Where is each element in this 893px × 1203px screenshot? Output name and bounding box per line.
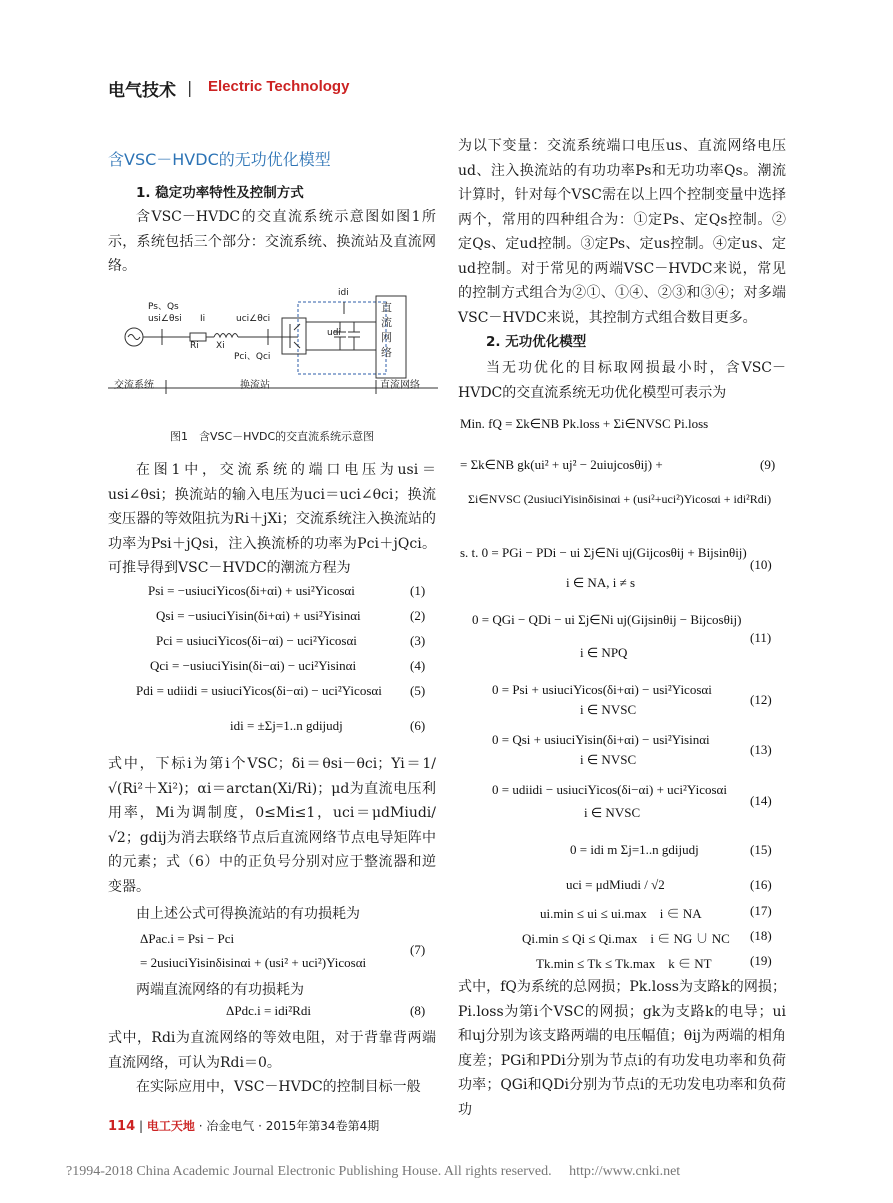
equation-8-number: (8): [410, 1003, 426, 1018]
label-idi: idi: [338, 288, 349, 298]
paragraph-control-target: 在实际应用中，VSC－HVDC的控制目标一般: [136, 1079, 421, 1095]
label-usi: usi∠θsi: [148, 314, 182, 324]
equation-19-number: (19): [750, 953, 772, 968]
equation-9-line-1: Min. fQ = Σk∈NB Pk.loss + Σi∈NVSC Pi.loss: [460, 416, 709, 431]
equation-17-number: (17): [750, 903, 772, 918]
paragraph-where: 式中，下标i为第i个VSC；δi＝θsi－θci；Yi＝1/√(Ri²＋Xi²)；αi＝arctan(Xi/Ri)；μd为直流电压利用率，Mi为调制度，0≤Mi≤1，uci＝μdMiudi/√2；gdij为消去联络节点后直流网络节点电导矩阵中的元素；式（6）中的正负号分别对应于整流器和逆变器。: [108, 756, 436, 895]
equation-5: Pdi = udiidi = usiuciYicos(δi−αi) − uci²Yicosαi: [136, 683, 382, 698]
equation-4-number: (4): [410, 658, 426, 673]
equation-11-line-2: i ∈ NPQ: [580, 645, 628, 660]
equation-14-line-2: i ∈ NVSC: [584, 805, 641, 820]
label-xi: Xi: [216, 341, 225, 351]
equation-14-number: (14): [750, 793, 772, 808]
equation-10-line-1: s. t. 0 = PGi − PDi − ui Σj∈Ni uj(Gijcosθij + Bijsinθij): [460, 545, 747, 560]
subsection-title-1: 1. 稳定功率特性及控制方式: [136, 184, 304, 201]
equation-15-number: (15): [750, 842, 772, 857]
equation-18: Qi.min ≤ Qi ≤ Qi.max i ∈ NG ∪ NC: [522, 931, 730, 946]
equation-5-number: (5): [410, 683, 426, 698]
equation-9-number: (9): [760, 457, 776, 472]
dc-box-char-2: 流: [381, 316, 392, 329]
equation-10-line-2: i ∈ NA, i ≠ s: [566, 575, 636, 590]
equation-12-line-2: i ∈ NVSC: [580, 702, 637, 717]
equation-1: Psi = −usiuciYicos(δi+αi) + usi²Yicosαi: [148, 583, 355, 598]
dc-network-box-label: [381, 300, 395, 360]
journal-title-en: Electric Technology: [208, 78, 350, 95]
paragraph-definitions: 在图1中，交流系统的端口电压为usi＝usi∠θsi；换流站的输入电压为uci＝uci∠θci；换流变压器的等效阻抗为Ri＋jXi；交流系统注入换流站的功率为Psi＋jQsi，注入换流桥的功率为Pci＋jQci。可推导得到VSC－HVDC的潮流方程为: [108, 462, 436, 576]
dc-box-char-3: 网: [381, 331, 392, 344]
footer-issue: · 冶金电气 · 2015年第34卷第4期: [198, 1119, 380, 1133]
equation-14-line-1: 0 = udiidi − usiuciYicos(δi−αi) + uci²Yicosαi: [492, 782, 727, 797]
label-ri: Ri: [190, 341, 199, 351]
equation-17: ui.min ≤ ui ≤ ui.max i ∈ NA: [540, 906, 702, 921]
equation-16-number: (16): [750, 877, 772, 892]
equation-2-number: (2): [410, 608, 426, 623]
equation-12-line-1: 0 = Psi + usiuciYicos(δi+αi) − usi²Yicosαi: [492, 682, 712, 697]
region-ac-system: 交流系统: [114, 380, 154, 391]
equation-12-number: (12): [750, 692, 772, 707]
section-title: 含VSC－HVDC的无功优化模型: [108, 150, 331, 169]
equation-15: 0 = idi m Σj=1..n gdijudj: [570, 842, 699, 857]
paragraph-rdi: 式中，Rdi为直流网络的等效电阻，对于背靠背两端直流网络，可认为Rdi＝0。: [108, 1030, 436, 1071]
paragraph-model-intro: 当无功优化的目标取网损最小时，含VSC－HVDC的交直流系统无功优化模型可表示为: [458, 360, 786, 401]
equation-8: ΔPdc.i = idi²Rdi: [226, 1003, 311, 1018]
equation-3: Pci = usiuciYicos(δi−αi) − uci²Yicosαi: [156, 633, 357, 648]
journal-title-cn: 电气技术: [108, 81, 176, 101]
equation-19: Tk.min ≤ Tk ≤ Tk.max k ∈ NT: [536, 956, 712, 971]
header-separator: |: [187, 78, 193, 97]
paragraph-where-right: 式中，fQ为系统的总网损；Pk.loss为支路k的网损；Pi.loss为第i个VSC的网损；gk为支路k的电导；ui和uj分别为该支路两端的电压幅值；θij为两端的相角度差；PGi和PDi分别为节点i的有功发电功率和负荷功率；QGi和QDi分别为节点i的无功发电功率和负荷功: [458, 979, 786, 1118]
label-ps-qs: Ps、Qs: [148, 302, 179, 312]
paragraph-intro: 含VSC－HVDC的交直流系统示意图如图1所示，系统包括三个部分：交流系统、换流站及直流网络。: [108, 209, 436, 274]
label-uci: uci∠θci: [236, 314, 271, 324]
label-udi: udi: [327, 328, 341, 338]
equation-13-line-2: i ∈ NVSC: [580, 752, 637, 767]
page-number: 114: [108, 1119, 136, 1134]
equation-13-number: (13): [750, 742, 772, 757]
equation-6: idi = ±Σj=1..n gdijudj: [230, 718, 343, 733]
equation-11-line-1: 0 = QGi − QDi − ui Σj∈Ni uj(Gijsinθij − Bijcosθij): [472, 612, 742, 627]
equation-11-number: (11): [750, 630, 772, 645]
equation-16: uci = μdMiudi / √2: [566, 877, 665, 892]
dc-box-char-4: 络: [381, 346, 392, 359]
dc-box-char-1: 直: [381, 301, 392, 314]
equation-7-line-2: = 2usiuciYisinδisinαi + (usi² + uci²)Yicosαi: [140, 955, 367, 970]
footer-separator: |: [138, 1119, 144, 1133]
paragraph-dc-loss: 两端直流网络的有功损耗为: [136, 982, 304, 998]
equation-10-number: (10): [750, 557, 772, 572]
publisher-logo: 电工天地: [146, 1119, 195, 1133]
equation-6-number: (6): [410, 718, 426, 733]
region-converter: 换流站: [240, 380, 270, 391]
equation-1-number: (1): [410, 583, 426, 598]
copyright-line: ?1994-2018 China Academic Journal Electronic Publishing House. All rights reserved. http://www.cnki.net: [66, 1164, 681, 1179]
paragraph-control-variables: 为以下变量：交流系统端口电压us、直流网络电压ud、注入换流站的有功功率Ps和无功功率Qs。潮流计算时，针对每个VSC需在以上四个控制变量中选择两个，常用的四种组合为：①定Ps、定Qs控制。②定Qs、定ud控制。③定Ps、定us控制。④定us、定ud控制。对于常见的两端VSC－HVDC来说，常见的控制方式组合为②①、①④、②③和③④；对多端VSC－HVDC来说，其控制方式组合数目更多。: [458, 138, 786, 326]
equation-7-line-1: ΔPac.i = Psi − Pci: [140, 931, 235, 946]
equation-4: Qci = −usiuciYisin(δi−αi) − uci²Yisinαi: [150, 658, 357, 673]
subsection-title-2: 2. 无功优化模型: [486, 334, 587, 350]
label-ii: Ii: [200, 314, 206, 324]
paragraph-loss-intro: 由上述公式可得换流站的有功损耗为: [136, 906, 360, 922]
label-pci-qci: Pci、Qci: [234, 352, 271, 362]
region-dc-network: 直流网络: [380, 380, 420, 391]
equation-7-number: (7): [410, 942, 426, 957]
equation-9-line-3: Σi∈NVSC (2usiuciYisinδisinαi + (usi²+uci²)Yicosαi + idi²Rdi): [468, 492, 772, 506]
page-footer: [108, 1117, 379, 1134]
left-column-top: [108, 148, 436, 279]
equation-18-number: (18): [750, 928, 772, 943]
equation-2: Qsi = −usiuciYisin(δi+αi) + usi²Yisinαi: [156, 608, 361, 623]
figure-1-caption: 图1 含VSC－HVDC的交直流系统示意图: [170, 430, 375, 443]
equation-3-number: (3): [410, 633, 426, 648]
equation-13-line-1: 0 = Qsi + usiuciYisin(δi+αi) − usi²Yisinαi: [492, 732, 710, 747]
equation-9-line-2: = Σk∈NB gk(ui² + uj² − 2uiujcosθij) +: [460, 457, 663, 472]
